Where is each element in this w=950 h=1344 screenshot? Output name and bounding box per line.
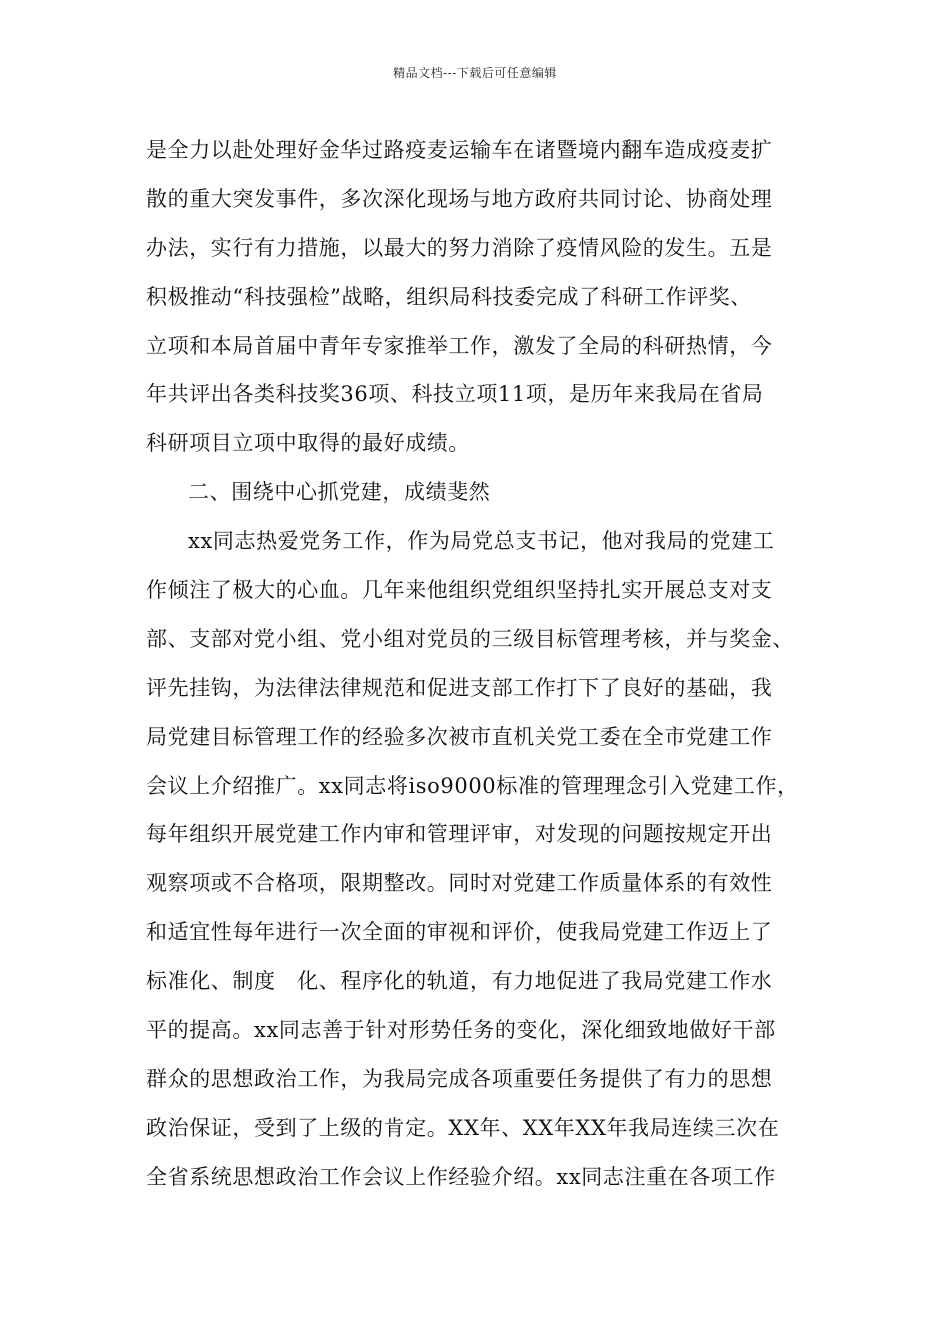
text-line: 会议上介绍推广。xx同志将iso9000标准的管理理念引入党建工作， — [146, 773, 799, 798]
page-header: 精品文档---下载后可任意编辑 — [393, 66, 557, 80]
text-line: 全省系统思想政治工作会议上作经验介绍。xx同志注重在各项工作 — [146, 1164, 776, 1189]
text-line: 立项和本局首届中青年专家推举工作，激发了全局的科研热情，今 — [146, 333, 773, 358]
text-line: 平的提高。xx同志善于针对形势任务的变化，深化细致地做好干部 — [146, 1018, 776, 1043]
text-line: 办法，实行有力措施，以最大的努力消除了疫情风险的发生。五是 — [146, 235, 773, 260]
text-line: 积极推动“科技强检”战略，组织局科技委完成了科研工作评奖、 — [146, 284, 752, 309]
text-line: 科研项目立项中取得的最好成绩。 — [146, 431, 470, 456]
text-line: 评先挂钩，为法律法律规范和促进支部工作打下了良好的基础，我 — [146, 675, 773, 700]
text-line: 政治保证，受到了上级的肯定。XX年、XX年XX年我局连续三次在 — [146, 1115, 780, 1140]
text-line: 群众的思想政治工作，为我局完成各项重要任务提供了有力的思想 — [146, 1066, 773, 1091]
section-heading: 二、围绕中心抓党建，成绩斐然 — [188, 480, 491, 505]
text-line: 局党建目标管理工作的经验多次被市直机关党工委在全市党建工作 — [146, 724, 773, 749]
text-line: 是全力以赴处理好金华过路疫麦运输车在诸暨境内翻车造成疫麦扩 — [146, 138, 773, 162]
text-line: 年共评出各类科技奖36项、科技立项11项，是历年来我局在省局 — [146, 382, 764, 407]
text-line: 和适宜性每年进行一次全面的审视和评价，使我局党建工作迈上了 — [146, 920, 773, 945]
text-line: 每年组织开展党建工作内审和管理评审，对发现的问题按规定开出 — [146, 822, 773, 847]
text-line: 观察项或不合格项，限期整改。同时对党建工作质量体系的有效性 — [146, 871, 773, 896]
text-line: 标准化、制度 化、程序化的轨道，有力地促进了我局党建工作水 — [146, 969, 773, 994]
text-line: 部、支部对党小组、党小组对党员的三级目标管理考核，并与奖金、 — [146, 626, 794, 651]
text-line: xx同志热爱党务工作，作为局党总支书记，他对我局的党建工 — [188, 529, 775, 554]
document-body — [146, 126, 826, 1202]
text-line: 作倾注了极大的心血。几年来他组织党组织坚持扎实开展总支对支 — [146, 578, 773, 603]
text-line: 散的重大突发事件，多次深化现场与地方政府共同讨论、协商处理 — [146, 186, 773, 211]
